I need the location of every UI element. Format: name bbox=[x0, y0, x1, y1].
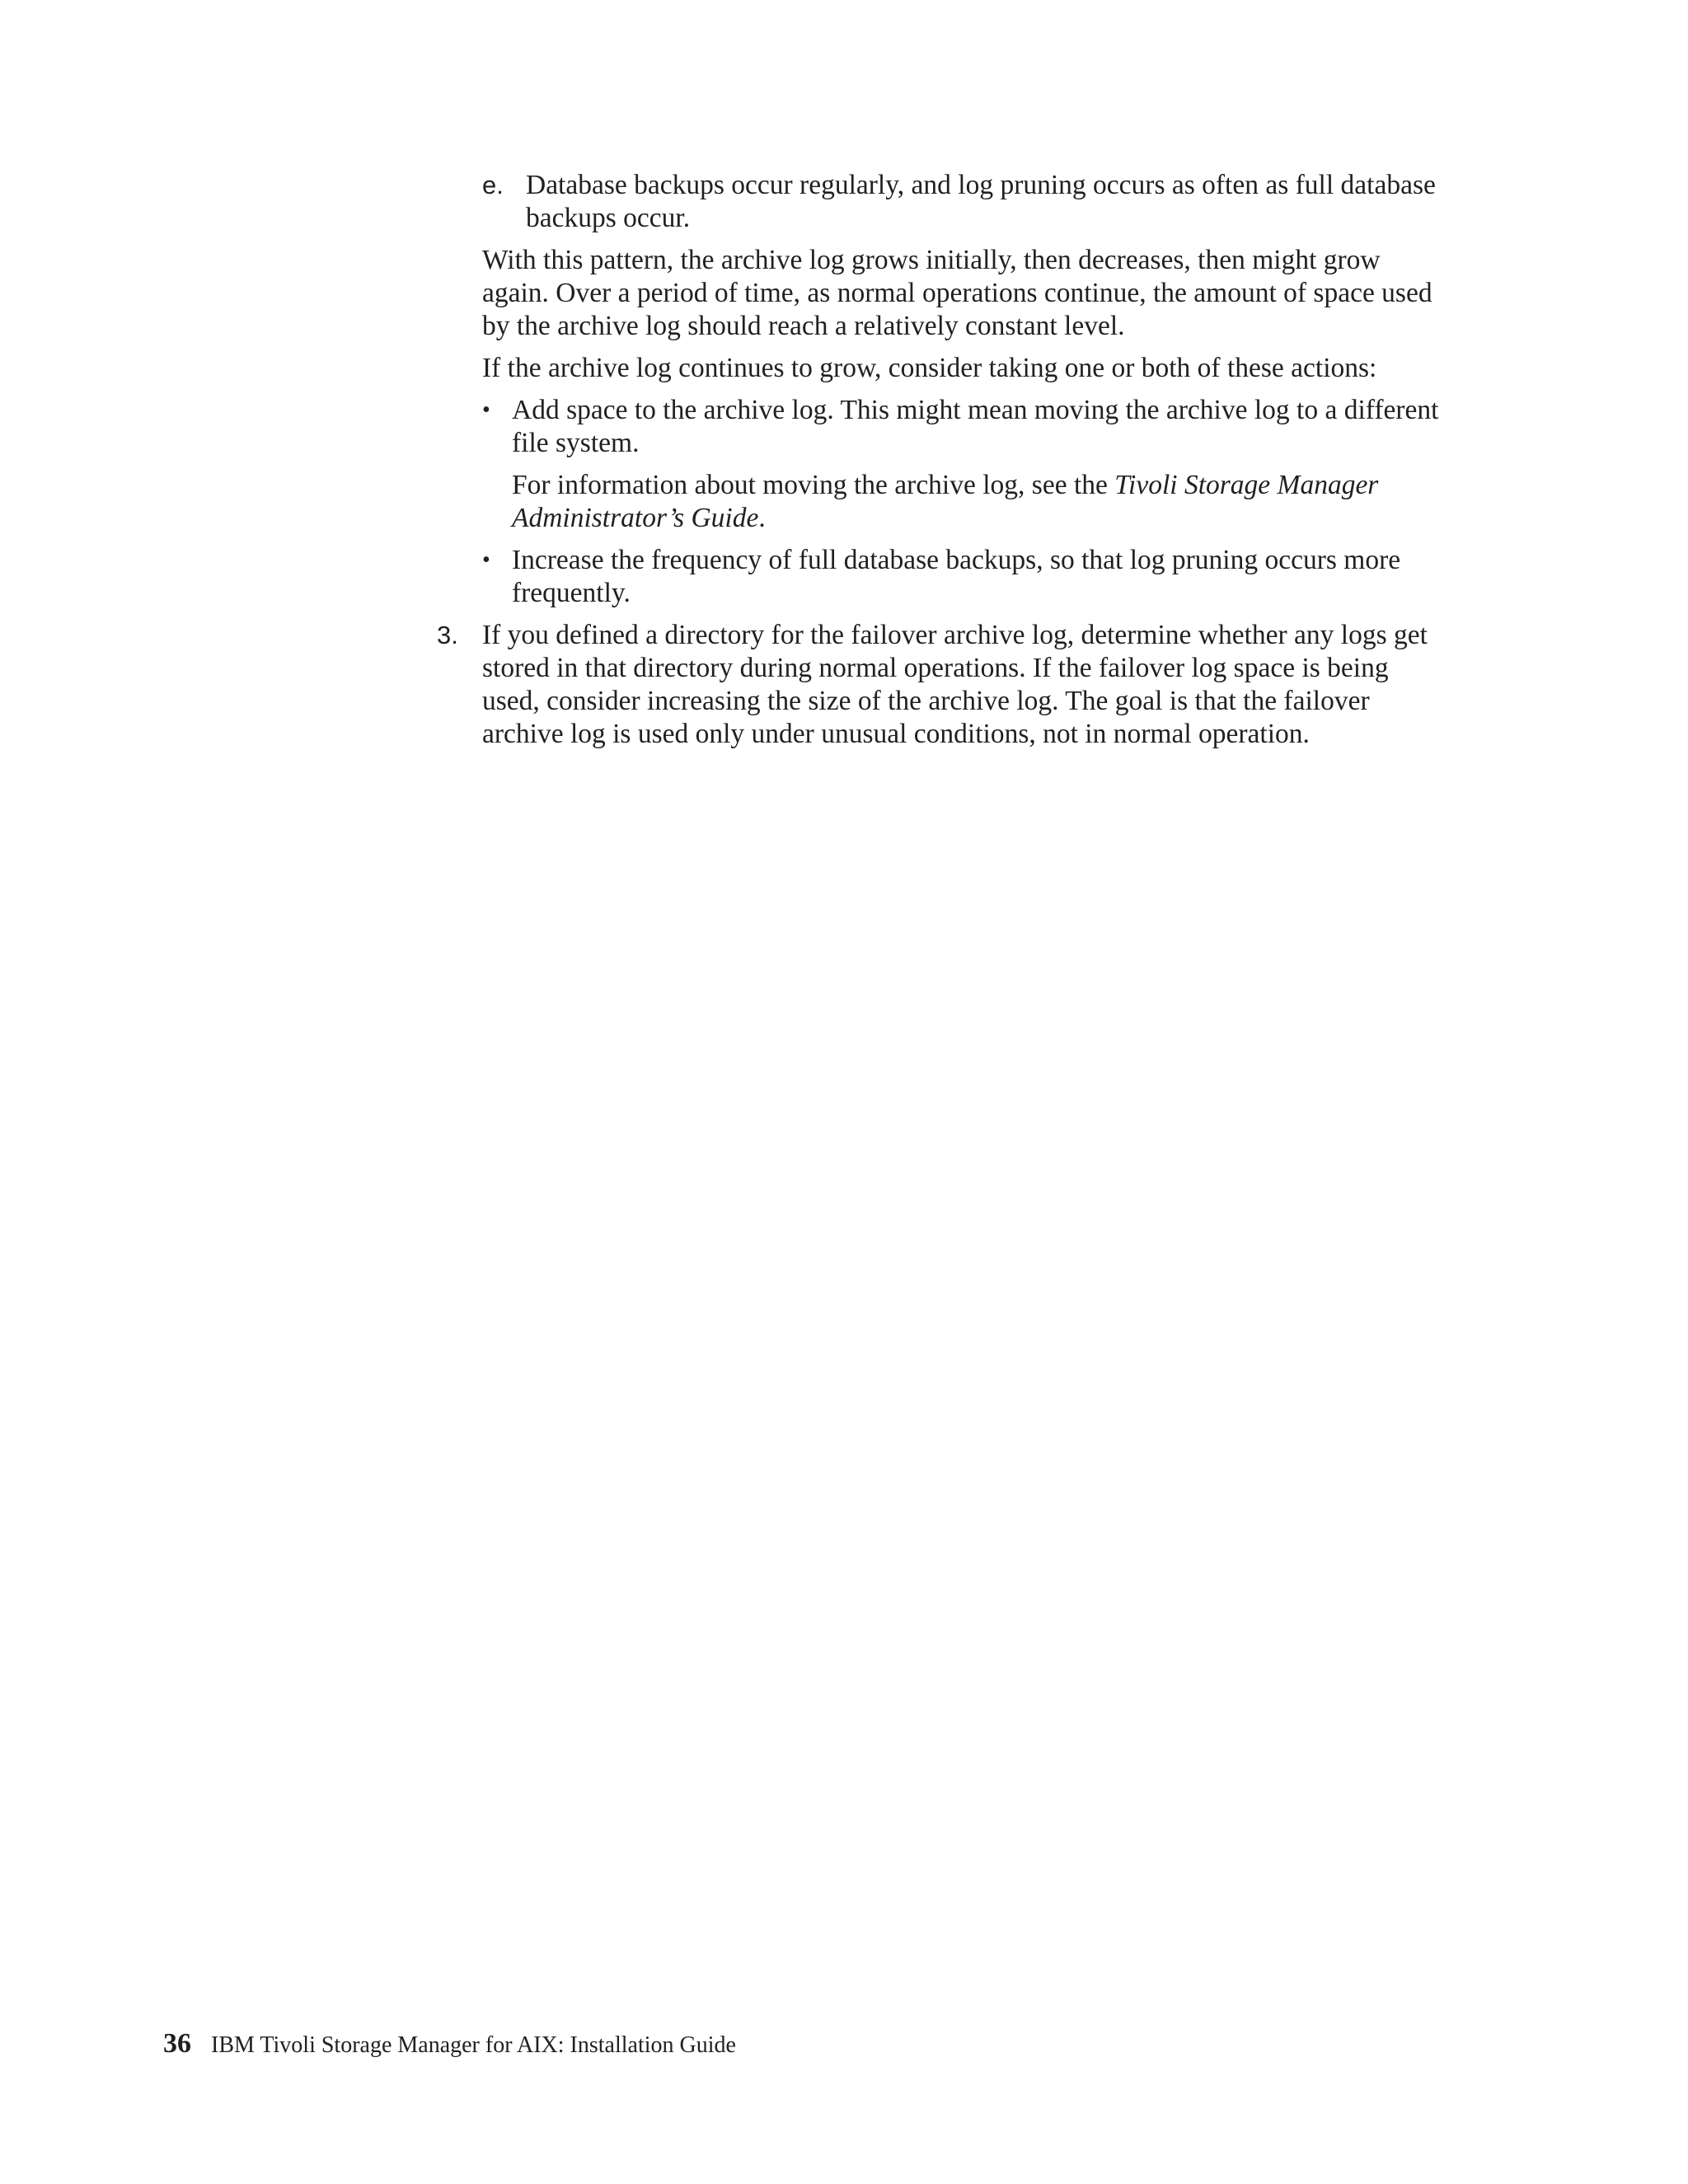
admin-guide-reference: Tivoli Storage Manager Administrator’s Guide bbox=[512, 470, 1379, 533]
list-item-e bbox=[482, 169, 1451, 235]
list-marker-e: e. bbox=[482, 171, 504, 199]
page-footer bbox=[163, 2027, 736, 2062]
actions-intro-paragraph: If the archive log continues to grow, consider taking one or both of these actions: bbox=[482, 353, 1377, 383]
note-suffix: . bbox=[758, 503, 766, 533]
page-number: 36 bbox=[163, 2028, 191, 2059]
list-item-e-text: Database backups occur regularly, and log pruning occurs as often as full database backups occur. bbox=[526, 170, 1436, 233]
bullet-text-add-space: Add space to the archive log. This might mean moving the archive log to a different file system. bbox=[512, 395, 1439, 458]
step-3 bbox=[437, 619, 1451, 751]
bullet-marker: • bbox=[482, 547, 490, 573]
note-prefix: For information about moving the archive log, see the bbox=[512, 470, 1115, 500]
bullet-note-moving-log bbox=[512, 469, 1451, 535]
bullet-item-add-space bbox=[482, 394, 1451, 535]
bullet-item-increase-frequency bbox=[482, 544, 1451, 610]
step-marker-3: 3. bbox=[437, 621, 458, 649]
pattern-paragraph: With this pattern, the archive log grows initially, then decreases, then might grow again. Over a period of time, as normal operations continue, the amount of space used by the archive log should reach a relatively constant level. bbox=[482, 245, 1432, 341]
bullet-text-increase-frequency: Increase the frequency of full database backups, so that log pruning occurs more frequently. bbox=[512, 545, 1401, 608]
step-3-text: If you defined a directory for the failover archive log, determine whether any logs get stored in that directory during normal operations. If the failover log space is being used, consider increasing the size of the archive log. The goal is that the failover archive log is used only under unusual conditions, not in normal operation. bbox=[482, 620, 1428, 749]
bullet-marker: • bbox=[482, 397, 490, 423]
body-text bbox=[437, 169, 1451, 751]
book-title: IBM Tivoli Storage Manager for AIX: Installation Guide bbox=[211, 2032, 736, 2058]
